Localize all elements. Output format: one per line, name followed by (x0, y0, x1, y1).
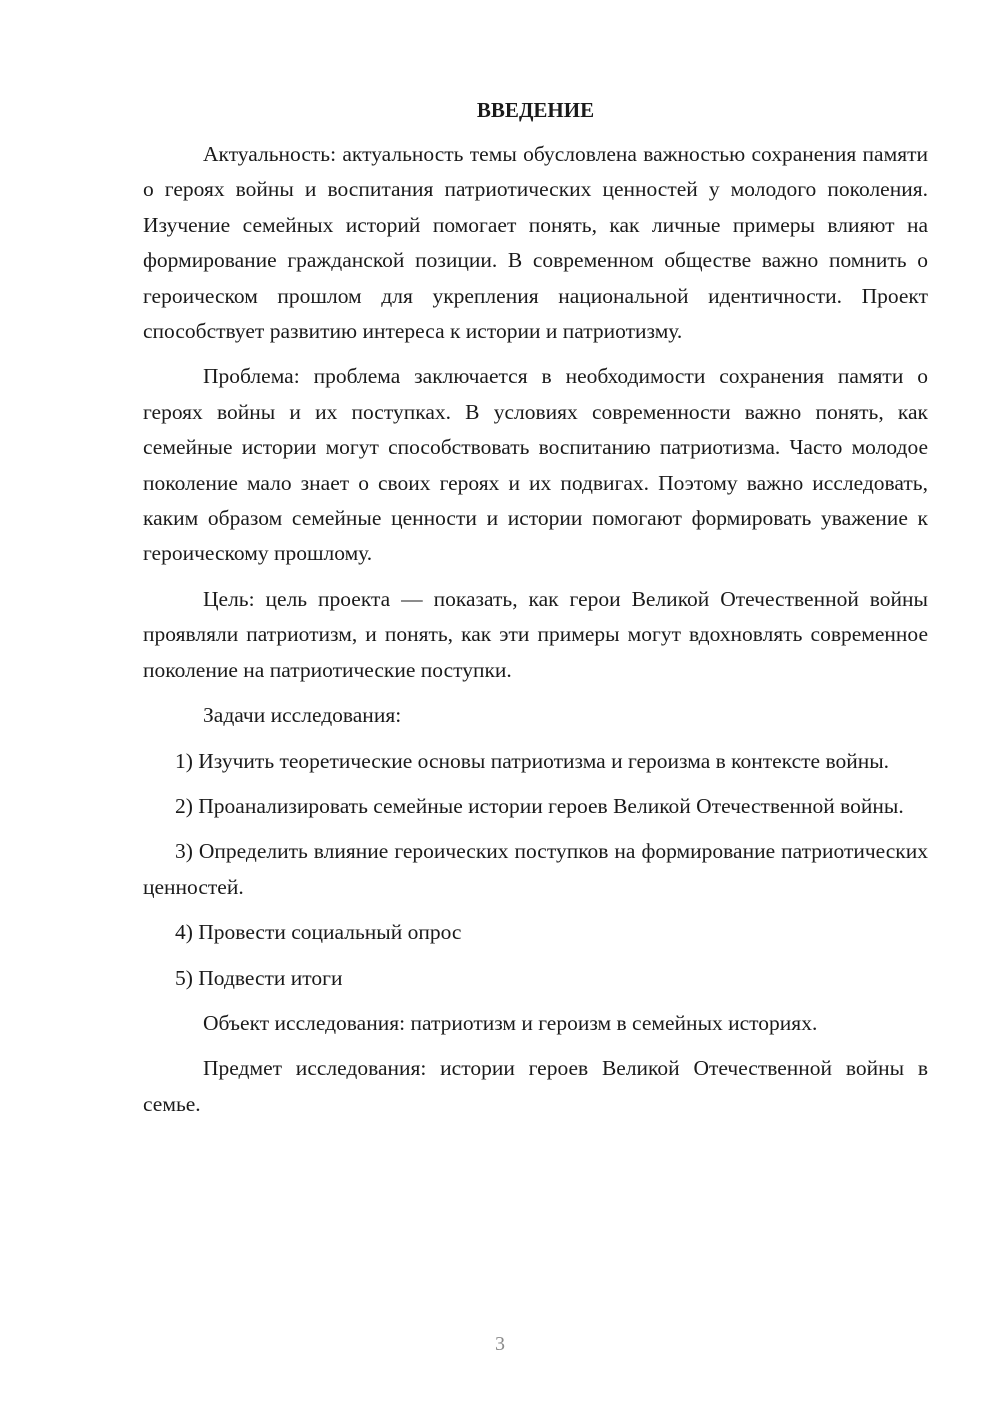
page-title: ВВЕДЕНИЕ (476, 98, 595, 122)
task-item-5: 5) Подвести итоги (175, 965, 343, 990)
page-number: 3 (495, 1333, 505, 1355)
relevance-paragraph: Актуальность: актуальность темы обусловлена важностью сохранения памяти о героях войны и воспитания патриотических ценностей у молодого поколения. Изучение семейных историй помогает понять, как личные примеры влияют на формирование гражданской позиции. В современном обществе важно помнить о героическом прошлом для укрепления национальной идентичности. Проект способствует развитию интереса к истории и патриотизму. (143, 142, 928, 344)
goal-paragraph: Цель: цель проекта — показать, как герои Великой Отечественной войны проявляли патриотизм, и понять, как эти примеры могут вдохновлять современное поколение на патриотические поступки. (143, 586, 928, 682)
document-page (143, 95, 928, 1132)
subject-paragraph: Предмет исследования: истории героев Великой Отечественной войны в семье. (143, 1056, 928, 1116)
task-item-4: 4) Провести социальный опрос (175, 920, 462, 945)
tasks-heading: Задачи исследования: (203, 703, 402, 728)
task-item-2: 2) Проанализировать семейные истории героев Великой Отечественной войны. (175, 793, 904, 818)
task-item-1: 1) Изучить теоретические основы патриотизма и героизма в контексте войны. (175, 748, 890, 773)
problem-paragraph: Проблема: проблема заключается в необходимости сохранения памяти о героях войны и их поступках. В условиях современности важно понять, как семейные истории могут способствовать воспитанию патриотизма. Часто молодое поколение мало знает о своих героях и их подвигах. Поэтому важно исследовать, каким образом семейные ценности и истории помогают формировать уважение к героическому прошлому. (143, 364, 928, 566)
object-paragraph: Объект исследования: патриотизм и героизм в семейных историях. (203, 1010, 818, 1035)
task-item-3: 3) Определить влияние героических поступков на формирование патриотических ценностей. (143, 839, 928, 899)
